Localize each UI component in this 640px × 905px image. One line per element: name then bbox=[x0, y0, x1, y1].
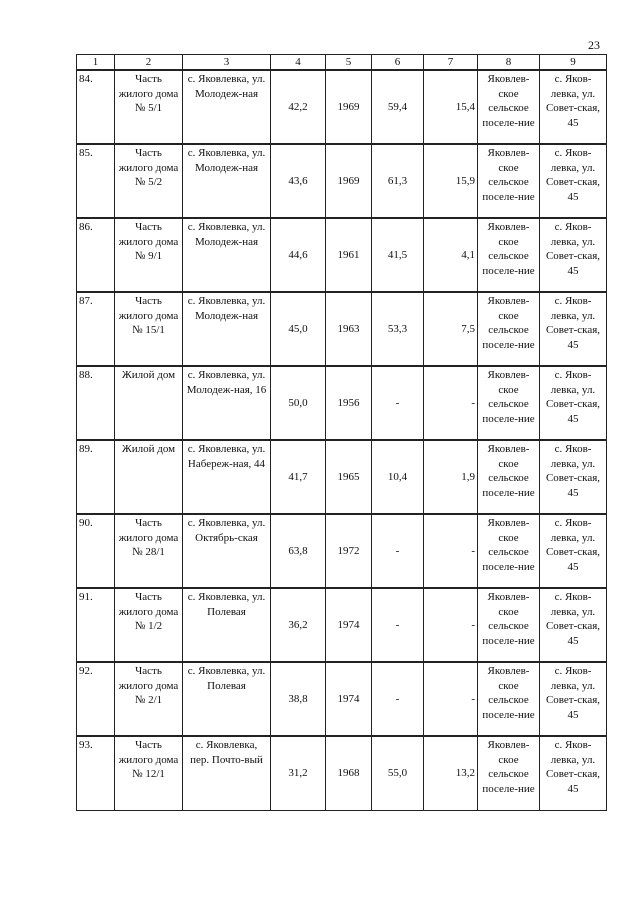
row-number: 86. bbox=[77, 218, 115, 292]
table-row bbox=[77, 514, 607, 588]
object-address: с. Яковлевка, ул. Молодеж-ная bbox=[183, 144, 271, 218]
area-value: 44,6 bbox=[271, 218, 326, 292]
year-value: 1965 bbox=[326, 440, 372, 514]
owner-name: Яковлев-ское сельское поселе-ние bbox=[478, 440, 540, 514]
owner-name: Яковлев-ское сельское поселе-ние bbox=[478, 218, 540, 292]
row-number: 91. bbox=[77, 588, 115, 662]
object-name: Часть жилого дома № 5/2 bbox=[115, 144, 183, 218]
object-name: Часть жилого дома № 28/1 bbox=[115, 514, 183, 588]
object-address: с. Яковлевка, ул. Молодеж-ная, 16 bbox=[183, 366, 271, 440]
area-value: 31,2 bbox=[271, 736, 326, 810]
object-name: Часть жилого дома № 9/1 bbox=[115, 218, 183, 292]
owner-name: Яковлев-ское сельское поселе-ние bbox=[478, 366, 540, 440]
table-row bbox=[77, 70, 607, 144]
object-address: с. Яковлевка, ул. Полевая bbox=[183, 588, 271, 662]
year-value: 1974 bbox=[326, 662, 372, 736]
owner-location: с. Яков-левка, ул. Совет-ская, 45 bbox=[540, 292, 607, 366]
column-6-value: - bbox=[372, 662, 424, 736]
year-value: 1963 bbox=[326, 292, 372, 366]
area-value: 63,8 bbox=[271, 514, 326, 588]
column-6-value: - bbox=[372, 366, 424, 440]
column-6-value: 10,4 bbox=[372, 440, 424, 514]
column-header: 8 bbox=[478, 55, 540, 71]
row-number: 90. bbox=[77, 514, 115, 588]
column-7-value: - bbox=[424, 514, 478, 588]
area-value: 43,6 bbox=[271, 144, 326, 218]
area-value: 38,8 bbox=[271, 662, 326, 736]
table-row bbox=[77, 218, 607, 292]
year-value: 1968 bbox=[326, 736, 372, 810]
column-7-value: 1,9 bbox=[424, 440, 478, 514]
object-address: с. Яковлевка, ул. Полевая bbox=[183, 662, 271, 736]
area-value: 45,0 bbox=[271, 292, 326, 366]
column-header: 2 bbox=[115, 55, 183, 71]
owner-name: Яковлев-ское сельское поселе-ние bbox=[478, 662, 540, 736]
owner-location: с. Яков-левка, ул. Совет-ская, 45 bbox=[540, 662, 607, 736]
column-7-value: 7,5 bbox=[424, 292, 478, 366]
area-value: 41,7 bbox=[271, 440, 326, 514]
column-6-value: 61,3 bbox=[372, 144, 424, 218]
object-address: с. Яковлевка, ул. Молодеж-ная bbox=[183, 70, 271, 144]
column-7-value: 13,2 bbox=[424, 736, 478, 810]
row-number: 92. bbox=[77, 662, 115, 736]
column-6-value: 59,4 bbox=[372, 70, 424, 144]
owner-location: с. Яков-левка, ул. Совет-ская, 45 bbox=[540, 70, 607, 144]
owner-name: Яковлев-ское сельское поселе-ние bbox=[478, 292, 540, 366]
column-header: 4 bbox=[271, 55, 326, 71]
owner-name: Яковлев-ское сельское поселе-ние bbox=[478, 70, 540, 144]
column-header: 7 bbox=[424, 55, 478, 71]
object-name: Часть жилого дома № 5/1 bbox=[115, 70, 183, 144]
owner-location: с. Яков-левка, ул. Совет-ская, 45 bbox=[540, 440, 607, 514]
row-number: 88. bbox=[77, 366, 115, 440]
object-address: с. Яковлевка, пер. Почто-вый bbox=[183, 736, 271, 810]
year-value: 1969 bbox=[326, 70, 372, 144]
row-number: 84. bbox=[77, 70, 115, 144]
column-6-value: 55,0 bbox=[372, 736, 424, 810]
column-header: 9 bbox=[540, 55, 607, 71]
column-header: 1 bbox=[77, 55, 115, 71]
column-header: 5 bbox=[326, 55, 372, 71]
owner-name: Яковлев-ское сельское поселе-ние bbox=[478, 736, 540, 810]
year-value: 1969 bbox=[326, 144, 372, 218]
object-address: с. Яковлевка, ул. Молодеж-ная bbox=[183, 218, 271, 292]
table-row bbox=[77, 588, 607, 662]
column-7-value: 15,9 bbox=[424, 144, 478, 218]
year-value: 1974 bbox=[326, 588, 372, 662]
column-7-value: 4,1 bbox=[424, 218, 478, 292]
object-address: с. Яковлевка, ул. Октябрь-ская bbox=[183, 514, 271, 588]
object-name: Жилой дом bbox=[115, 366, 183, 440]
owner-location: с. Яков-левка, ул. Совет-ская, 45 bbox=[540, 366, 607, 440]
table-row bbox=[77, 144, 607, 218]
object-name: Часть жилого дома № 12/1 bbox=[115, 736, 183, 810]
year-value: 1972 bbox=[326, 514, 372, 588]
year-value: 1961 bbox=[326, 218, 372, 292]
column-6-value: 53,3 bbox=[372, 292, 424, 366]
table-row bbox=[77, 662, 607, 736]
column-7-value: - bbox=[424, 588, 478, 662]
owner-location: с. Яков-левка, ул. Совет-ская, 45 bbox=[540, 514, 607, 588]
owner-location: с. Яков-левка, ул. Совет-ская, 45 bbox=[540, 736, 607, 810]
object-name: Жилой дом bbox=[115, 440, 183, 514]
table-row bbox=[77, 366, 607, 440]
column-header: 6 bbox=[372, 55, 424, 71]
table-row bbox=[77, 440, 607, 514]
column-6-value: - bbox=[372, 588, 424, 662]
column-7-value: 15,4 bbox=[424, 70, 478, 144]
owner-location: с. Яков-левка, ул. Совет-ская, 45 bbox=[540, 144, 607, 218]
column-6-value: - bbox=[372, 514, 424, 588]
page-number: 23 bbox=[588, 38, 600, 52]
property-register-table bbox=[76, 54, 607, 811]
area-value: 50,0 bbox=[271, 366, 326, 440]
area-value: 42,2 bbox=[271, 70, 326, 144]
year-value: 1956 bbox=[326, 366, 372, 440]
row-number: 89. bbox=[77, 440, 115, 514]
row-number: 93. bbox=[77, 736, 115, 810]
column-number-row bbox=[77, 55, 607, 71]
object-address: с. Яковлевка, ул. Набереж-ная, 44 bbox=[183, 440, 271, 514]
column-6-value: 41,5 bbox=[372, 218, 424, 292]
table-row bbox=[77, 292, 607, 366]
owner-name: Яковлев-ское сельское поселе-ние bbox=[478, 588, 540, 662]
table-row bbox=[77, 736, 607, 810]
owner-name: Яковлев-ское сельское поселе-ние bbox=[478, 514, 540, 588]
owner-location: с. Яков-левка, ул. Совет-ская, 45 bbox=[540, 218, 607, 292]
row-number: 87. bbox=[77, 292, 115, 366]
column-7-value: - bbox=[424, 662, 478, 736]
column-header: 3 bbox=[183, 55, 271, 71]
object-name: Часть жилого дома № 2/1 bbox=[115, 662, 183, 736]
object-name: Часть жилого дома № 1/2 bbox=[115, 588, 183, 662]
object-name: Часть жилого дома № 15/1 bbox=[115, 292, 183, 366]
row-number: 85. bbox=[77, 144, 115, 218]
object-address: с. Яковлевка, ул. Молодеж-ная bbox=[183, 292, 271, 366]
owner-location: с. Яков-левка, ул. Совет-ская, 45 bbox=[540, 588, 607, 662]
owner-name: Яковлев-ское сельское поселе-ние bbox=[478, 144, 540, 218]
area-value: 36,2 bbox=[271, 588, 326, 662]
column-7-value: - bbox=[424, 366, 478, 440]
